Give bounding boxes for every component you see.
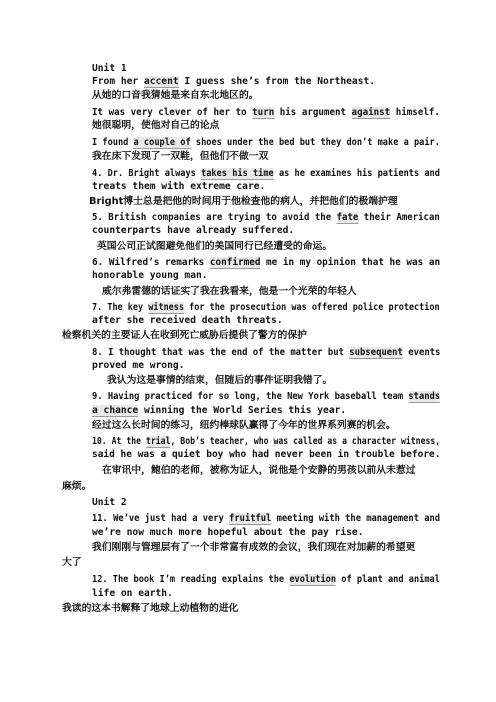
sentence-8-line-2: proved me wrong. [92,360,185,371]
sentence-3 [92,137,440,149]
translation-6: 威尔弗雷德的话证实了我在我看来，他是一个光荣的年轻人 [102,286,357,297]
sentence-text: meeting with the management and [271,513,441,524]
translation-10-line-2: 麻烦。 [62,481,92,492]
translation-11-line-2: 大了 [62,557,82,568]
highlighted-word: accent [143,76,179,87]
sentence-5-line-2: counterparts have already suffered. [92,225,295,236]
sentence-10-line-1 [92,436,440,448]
highlighted-word: a chance [92,405,139,416]
translation-7: 检察机关的主要证人在收到死亡威胁后提供了警方的保护 [62,330,307,341]
sentence-8-line-1 [92,347,440,359]
sentence-text: their American [358,212,440,223]
sentence-text: me in my opinion that he was an [260,257,441,268]
highlighted-word: stands [408,391,441,402]
sentence-4-line-1 [92,168,440,180]
sentence-11-line-1 [92,513,440,525]
translation-10-line-1: 在审讯中，鲍伯的老师，被称为证人，说他是个安静的男孩以前从未惹过 [102,465,416,476]
sentence-text: 6. Wilfred’s remarks [92,257,210,268]
sentence-text: for the prosecution was offered police protection [184,302,440,313]
sentence-2 [92,107,440,119]
sentence-text: himself. [390,107,440,118]
sentence-6-line-1 [92,257,440,269]
sentence-12-line-1 [92,574,440,586]
sentence-text: of plant and animal [336,574,440,585]
translation-3: 我在床下发现了一双鞋，但他们不做一双 [92,151,269,162]
highlighted-word: fruitful [229,513,272,524]
sentence-text: It was very clever of her to [92,107,253,118]
translation-5: 英国公司正试图避免他们的美国同行已经遭受的命运。 [97,241,333,252]
sentence-text: his argument [274,107,352,118]
unit-1-heading: Unit 1 [92,63,127,74]
sentence-11-line-2: we’re now much more hopeful about the pay rise. [92,527,364,538]
sentence-9-line-2 [92,405,346,417]
highlighted-word: turn [252,107,275,118]
highlighted-word: a couple of [133,137,191,148]
translation-12: 我读的这本书解释了地球上动植物的进化 [62,603,239,614]
highlighted-word: subsequent [349,347,403,358]
sentence-5-line-1 [92,212,440,224]
sentence-text: 10. At the [92,436,146,447]
translation-9: 经过这么长时间的练习，纽约棒球队赢得了今年的世界系列赛的机会。 [92,420,396,431]
sentence-text: From her [92,76,144,87]
sentence-text: 5. British companies are trying to avoid the [92,212,337,223]
highlighted-word: takes his time [201,168,274,179]
sentence-7-line-1 [92,302,440,314]
highlighted-word: against [351,107,391,118]
sentence-text: winning the World Series this year. [138,405,347,416]
sentence-text: 12. The book I’m reading explains the [92,574,290,585]
highlighted-word: fate [336,212,359,223]
sentence-6-line-2: honorable young man. [92,270,208,281]
highlighted-word: witness [148,302,185,313]
highlighted-word: confirmed [209,257,261,268]
sentence-7-line-2: after she received death threats. [92,315,283,326]
sentence-text: I found [92,137,134,148]
sentence-text: 7. The key [92,302,149,313]
sentence-text: 4. Dr. Bright always [92,168,202,179]
sentence-10-line-2: said he was a quiet boy who had never been in trouble before. [92,449,441,460]
translation-11-line-1: 我们刚刚与管理层有了一个非常富有成效的会议，我们现在对加薪的希望更 [92,542,416,553]
translation-2: 她很聪明，使他对自己的论点 [92,120,220,131]
translation-8: 我认为这是事情的结束，但随后的事件证明我错了。 [107,375,333,386]
sentence-9-line-1 [92,391,440,403]
sentence-text: 8. I thought that was the end of the matter but [92,347,350,358]
highlighted-word: evolution [289,574,337,585]
sentence-text: I guess she’s from the Northeast. [178,76,376,87]
highlighted-word: trial [145,436,171,447]
sentence-text: events [402,347,441,358]
sentence-text: 9. Having practiced for so long, the New York baseball team [92,391,409,402]
sentence-text: shoes under the bed but they don’t make a pair. [190,137,440,148]
sentence-12-line-2: life on earth. [92,588,173,599]
sentence-text: 11. We’ve just had a very [92,513,230,524]
translation-1: 从她的口音我猜她是来自东北地区的。 [92,90,259,101]
unit-2-heading: Unit 2 [92,497,127,508]
sentence-text: as he examines his patients and [273,168,440,179]
translation-4: Bright博士总是把他的时间用于他检查他的病人，并把他们的极端护理 [89,196,398,207]
sentence-4-line-2: treats them with extreme care. [92,181,266,192]
sentence-1 [92,76,375,88]
sentence-text: , Bob’s teacher, who was called as a character witness, [170,436,441,447]
